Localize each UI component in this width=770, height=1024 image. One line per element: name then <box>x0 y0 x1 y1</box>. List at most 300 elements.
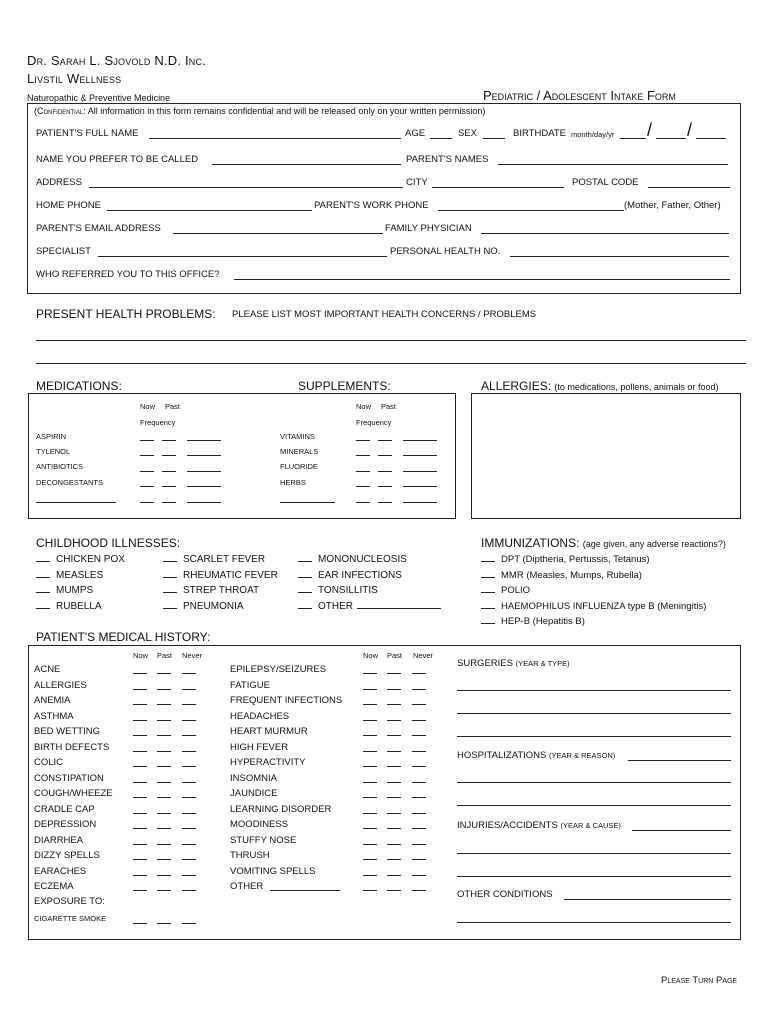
surgeries-heading: SURGERIES (YEAR & TYPE) <box>457 658 570 669</box>
condition-never-field[interactable] <box>182 797 196 798</box>
history-row <box>230 680 342 696</box>
supplement-item: FLUORIDE <box>280 462 318 471</box>
referred-field[interactable] <box>234 279 730 280</box>
medications-box <box>28 393 456 519</box>
history-row <box>34 680 113 696</box>
immunization-label: MMR (Measles, Mumps, Rubella) <box>501 569 642 581</box>
condition-never-field[interactable] <box>182 875 196 876</box>
condition-now-field[interactable] <box>363 828 377 829</box>
medication-other-field[interactable] <box>36 502 116 503</box>
condition-never-field[interactable] <box>182 813 196 814</box>
condition-now-field[interactable] <box>363 689 377 690</box>
health-no-field[interactable] <box>510 256 729 257</box>
med-past-field[interactable] <box>162 440 176 441</box>
illness-label: CHICKEN POX <box>56 554 125 565</box>
history-row <box>34 866 113 882</box>
condition-past-field[interactable] <box>157 673 171 674</box>
sup-past-field[interactable] <box>378 471 392 472</box>
surgeries-line[interactable] <box>457 690 731 691</box>
work-phone-label: PARENT'S WORK PHONE <box>314 200 429 211</box>
present-health-instruction: PLEASE LIST MOST IMPORTANT HEALTH CONCERNS / PROBLEMS <box>232 309 537 320</box>
condition-past-field[interactable] <box>387 689 401 690</box>
other-conditions-label: OTHER CONDITIONS <box>457 889 553 900</box>
med-now-header: Now <box>140 402 156 411</box>
illness-label: MEASLES <box>56 569 104 581</box>
condition-past-field[interactable] <box>157 720 171 721</box>
date-slash: / <box>647 120 653 140</box>
history-row <box>34 881 113 897</box>
preferred-name-label: NAME YOU PREFER TO BE CALLED <box>36 154 199 165</box>
sup-frequency-field[interactable] <box>403 455 437 456</box>
history-row <box>230 788 342 804</box>
condition-now-field[interactable] <box>133 720 147 721</box>
sup-past-field[interactable] <box>378 455 392 456</box>
history-row <box>34 711 113 727</box>
sup-past-field[interactable] <box>378 502 392 503</box>
immunization-check[interactable] <box>481 577 495 578</box>
condition-label: FREQUENT INFECTIONS <box>230 695 343 706</box>
birth-day-field[interactable] <box>656 138 686 139</box>
history-row <box>230 835 342 851</box>
condition-past-field[interactable] <box>157 751 171 752</box>
med-past-header: Past <box>165 402 181 411</box>
condition-label: DIARRHEA <box>34 834 84 846</box>
condition-past-field[interactable] <box>387 797 401 798</box>
history-row <box>230 757 342 773</box>
history-row <box>230 695 342 711</box>
history-now-header: Now <box>363 651 379 660</box>
hospitalizations-line[interactable] <box>457 782 731 783</box>
birthdate-label: BIRTHDATE <box>513 128 566 139</box>
hospitalizations-line[interactable] <box>457 805 731 806</box>
condition-past-field[interactable] <box>157 782 171 783</box>
condition-now-field[interactable] <box>363 859 377 860</box>
sup-now-field[interactable] <box>356 440 370 441</box>
medication-item: ANTIBIOTICS <box>36 462 84 471</box>
condition-now-field[interactable] <box>363 673 377 674</box>
turn-page-note: Please Turn Page <box>661 975 738 986</box>
illness-label: SCARLET FEVER <box>183 554 266 565</box>
injuries-heading: INJURIES/ACCIDENTS (YEAR & CAUSE) <box>457 820 621 831</box>
condition-now-field[interactable] <box>363 797 377 798</box>
med-now-field[interactable] <box>140 440 154 441</box>
history-row <box>230 773 342 789</box>
condition-past-field[interactable] <box>157 766 171 767</box>
allergies-heading: ALLERGIES: (to medications, pollens, animals or food) <box>481 379 719 393</box>
immunizations-heading: IMMUNIZATIONS: (age given, any adverse reactions?) <box>481 536 726 550</box>
injuries-field[interactable] <box>632 830 731 831</box>
preferred-name-field[interactable] <box>212 164 401 165</box>
condition-never-field[interactable] <box>412 813 426 814</box>
condition-other-field[interactable] <box>270 890 340 891</box>
other-conditions-field[interactable] <box>564 899 731 900</box>
hospitalizations-heading: HOSPITALIZATIONS (YEAR & REASON) <box>457 750 616 761</box>
date-slash: / <box>687 120 693 140</box>
history-col1 <box>34 664 113 897</box>
sup-past-field[interactable] <box>378 440 392 441</box>
condition-never-field[interactable] <box>412 689 426 690</box>
condition-label: EARACHES <box>34 865 87 877</box>
condition-never-field[interactable] <box>412 720 426 721</box>
childhood-col2 <box>163 554 278 616</box>
condition-never-field[interactable] <box>412 859 426 860</box>
condition-never-field[interactable] <box>412 828 426 829</box>
condition-never-field[interactable] <box>412 797 426 798</box>
sup-now-field[interactable] <box>356 486 370 487</box>
illness-check[interactable] <box>36 592 50 593</box>
patient-info-box <box>27 103 741 294</box>
med-past-field[interactable] <box>162 486 176 487</box>
condition-label: CRADLE CAP <box>34 803 95 815</box>
address-field[interactable] <box>89 187 403 188</box>
condition-past-field[interactable] <box>387 828 401 829</box>
illness-check[interactable] <box>298 577 312 578</box>
condition-never-field[interactable] <box>182 689 196 690</box>
condition-past-field[interactable] <box>157 859 171 860</box>
condition-never-field[interactable] <box>412 735 426 736</box>
sup-frequency-header: Frequency <box>356 418 392 427</box>
condition-past-field[interactable] <box>387 844 401 845</box>
condition-past-field[interactable] <box>157 813 171 814</box>
medications-title: MEDICATIONS: <box>36 379 122 393</box>
condition-label: HEART MURMUR <box>230 726 308 737</box>
supplement-other-field[interactable] <box>280 502 335 503</box>
condition-never-field[interactable] <box>412 766 426 767</box>
condition-label: COUGH/WHEEZE <box>34 788 113 799</box>
med-frequency-field[interactable] <box>187 455 221 456</box>
email-label: PARENT'S EMAIL ADDRESS <box>36 223 161 234</box>
family-physician-label: FAMILY PHYSICIAN <box>385 223 472 234</box>
condition-past-field[interactable] <box>157 704 171 705</box>
condition-label: HIGH FEVER <box>230 741 289 753</box>
condition-label: THRUSH <box>230 850 270 861</box>
condition-never-field[interactable] <box>182 673 196 674</box>
condition-now-field[interactable] <box>363 844 377 845</box>
age-field[interactable] <box>430 138 452 139</box>
med-now-field[interactable] <box>140 471 154 472</box>
condition-past-field[interactable] <box>157 735 171 736</box>
condition-past-field[interactable] <box>157 844 171 845</box>
condition-label: ANEMIA <box>34 695 71 706</box>
history-row <box>34 664 113 680</box>
illness-check[interactable] <box>163 608 177 609</box>
immunization-check[interactable] <box>481 608 495 609</box>
parents-names-field[interactable] <box>498 164 728 165</box>
sup-now-field[interactable] <box>356 502 370 503</box>
city-field[interactable] <box>432 187 564 188</box>
condition-now-field[interactable] <box>133 689 147 690</box>
present-health-title: PRESENT HEALTH PROBLEMS: <box>36 307 216 321</box>
condition-now-field[interactable] <box>133 751 147 752</box>
condition-never-field[interactable] <box>412 875 426 876</box>
condition-never-field[interactable] <box>182 704 196 705</box>
work-phone-hint: (Mother, Father, Other) <box>624 200 721 211</box>
birth-year-field[interactable] <box>696 138 726 139</box>
illness-check[interactable] <box>36 608 50 609</box>
condition-never-field[interactable] <box>182 735 196 736</box>
sup-now-header: Now <box>356 402 372 411</box>
immunization-label: DPT (Diptheria, Pertussis, Tetanus) <box>501 554 650 565</box>
condition-never-field[interactable] <box>412 751 426 752</box>
condition-never-field[interactable] <box>412 890 426 891</box>
history-box <box>28 645 741 940</box>
sup-past-header: Past <box>381 402 397 411</box>
supplement-item: HERBS <box>280 478 306 487</box>
clinic-subtitle: Naturopathic & Preventive Medicine <box>27 93 171 103</box>
condition-past-field[interactable] <box>387 890 401 891</box>
city-label: CITY <box>406 177 428 188</box>
condition-now-field[interactable] <box>133 735 147 736</box>
medication-item: ASPIRIN <box>36 432 67 441</box>
history-col2 <box>230 664 342 897</box>
condition-now-field[interactable] <box>363 735 377 736</box>
immunization-check[interactable] <box>481 561 495 562</box>
history-row <box>230 881 342 897</box>
smoke-now-field[interactable] <box>133 923 147 924</box>
work-phone-field[interactable] <box>438 210 624 211</box>
sup-frequency-field[interactable] <box>403 502 437 503</box>
condition-now-field[interactable] <box>363 766 377 767</box>
condition-now-field[interactable] <box>363 782 377 783</box>
injuries-line[interactable] <box>457 876 731 877</box>
history-row <box>34 850 113 866</box>
illness-label: RHEUMATIC FEVER <box>183 569 278 581</box>
history-row <box>230 850 342 866</box>
med-frequency-field[interactable] <box>187 486 221 487</box>
surgeries-line[interactable] <box>457 736 731 737</box>
supplements-title: SUPPLEMENTS: <box>298 379 391 393</box>
cigarette-smoke-label: CIGARETTE SMOKE <box>34 914 107 923</box>
med-now-field[interactable] <box>140 455 154 456</box>
med-frequency-field[interactable] <box>187 502 221 503</box>
immunization-check[interactable] <box>481 623 495 624</box>
history-row <box>34 804 113 820</box>
referred-label: WHO REFERRED YOU TO THIS OFFICE? <box>36 269 220 280</box>
specialist-label: SPECIALIST <box>36 246 91 257</box>
supplement-item: MINERALS <box>280 447 319 456</box>
history-title: PATIENT'S MEDICAL HISTORY: <box>36 630 211 644</box>
condition-now-field[interactable] <box>133 766 147 767</box>
condition-past-field[interactable] <box>387 782 401 783</box>
illness-label: STREP THROAT <box>183 585 260 596</box>
condition-never-field[interactable] <box>412 704 426 705</box>
condition-label: DIZZY SPELLS <box>34 850 100 861</box>
sup-now-field[interactable] <box>356 455 370 456</box>
condition-past-field[interactable] <box>387 813 401 814</box>
allergies-box[interactable] <box>471 393 741 519</box>
condition-label: HYPERACTIVITY <box>230 757 306 768</box>
illness-other-field[interactable] <box>357 608 441 609</box>
condition-now-field[interactable] <box>363 704 377 705</box>
doctor-name: Dr. Sarah L. Sjovold N.D. Inc. <box>27 53 206 68</box>
age-label: AGE <box>405 128 426 139</box>
condition-past-field[interactable] <box>387 751 401 752</box>
condition-past-field[interactable] <box>157 797 171 798</box>
condition-now-field[interactable] <box>133 797 147 798</box>
illness-check[interactable] <box>298 608 312 609</box>
history-never-header: Never <box>182 651 203 660</box>
med-frequency-field[interactable] <box>187 440 221 441</box>
condition-now-field[interactable] <box>363 813 377 814</box>
condition-never-field[interactable] <box>182 766 196 767</box>
condition-now-field[interactable] <box>363 875 377 876</box>
history-row <box>230 819 342 835</box>
condition-past-field[interactable] <box>157 890 171 891</box>
sup-frequency-field[interactable] <box>403 486 437 487</box>
condition-never-field[interactable] <box>182 751 196 752</box>
smoke-past-field[interactable] <box>157 923 171 924</box>
condition-label: BED WETTING <box>34 726 100 737</box>
condition-now-field[interactable] <box>133 704 147 705</box>
illness-label: PNEUMONIA <box>183 600 244 612</box>
history-row <box>34 788 113 804</box>
condition-past-field[interactable] <box>157 828 171 829</box>
history-past-header: Past <box>387 651 403 660</box>
condition-now-field[interactable] <box>133 828 147 829</box>
history-row <box>34 695 113 711</box>
condition-label: ASTHMA <box>34 710 74 722</box>
immunization-label: HAEMOPHILUS INFLUENZA type B (Meningitis) <box>501 600 707 612</box>
condition-past-field[interactable] <box>387 766 401 767</box>
immunization-check[interactable] <box>481 592 495 593</box>
illness-check[interactable] <box>36 577 50 578</box>
history-row <box>34 757 113 773</box>
condition-now-field[interactable] <box>133 875 147 876</box>
medication-item: TYLENOL <box>36 447 71 456</box>
specialist-field[interactable] <box>98 256 387 257</box>
email-field[interactable] <box>173 233 383 234</box>
illness-label: RUBELLA <box>56 600 102 612</box>
childhood-title: CHILDHOOD ILLNESSES: <box>36 536 181 550</box>
med-now-field[interactable] <box>140 502 154 503</box>
med-frequency-field[interactable] <box>187 471 221 472</box>
full-name-field[interactable] <box>149 138 401 139</box>
sup-past-field[interactable] <box>378 486 392 487</box>
med-past-field[interactable] <box>162 502 176 503</box>
confidential-note: (Confidential: All information in this form remains confidential and will be released only on your written permission) <box>34 106 486 116</box>
condition-never-field[interactable] <box>412 673 426 674</box>
sup-frequency-field[interactable] <box>403 440 437 441</box>
childhood-col1 <box>36 554 125 616</box>
illness-label: MONONUCLEOSIS <box>318 554 407 565</box>
condition-never-field[interactable] <box>412 844 426 845</box>
illness-check[interactable] <box>298 561 312 562</box>
history-row <box>230 711 342 727</box>
condition-never-field[interactable] <box>182 844 196 845</box>
history-past-header: Past <box>157 651 173 660</box>
illness-label: OTHER <box>318 600 353 612</box>
condition-label: ECZEMA <box>34 881 74 892</box>
history-row <box>230 866 342 882</box>
condition-now-field[interactable] <box>133 844 147 845</box>
immunizations-list <box>481 554 706 632</box>
condition-past-field[interactable] <box>387 859 401 860</box>
family-physician-field[interactable] <box>481 233 729 234</box>
condition-label: BIRTH DEFECTS <box>34 741 110 753</box>
condition-now-field[interactable] <box>363 751 377 752</box>
illness-check[interactable] <box>298 592 312 593</box>
hospitalizations-field[interactable] <box>628 760 731 761</box>
sup-frequency-field[interactable] <box>403 471 437 472</box>
condition-never-field[interactable] <box>182 720 196 721</box>
health-problems-line-2[interactable] <box>36 363 746 364</box>
condition-past-field[interactable] <box>157 689 171 690</box>
birth-month-field[interactable] <box>620 138 646 139</box>
health-problems-line-1[interactable] <box>36 340 746 341</box>
sex-field[interactable] <box>483 138 505 139</box>
postal-code-field[interactable] <box>648 187 730 188</box>
condition-past-field[interactable] <box>387 704 401 705</box>
condition-past-field[interactable] <box>387 875 401 876</box>
condition-past-field[interactable] <box>387 720 401 721</box>
childhood-col3 <box>298 554 441 616</box>
condition-never-field[interactable] <box>182 859 196 860</box>
illness-check[interactable] <box>163 561 177 562</box>
illness-check[interactable] <box>163 577 177 578</box>
illness-label: TONSILLITIS <box>318 585 378 596</box>
immunization-label: HEP-B (Hepatitis B) <box>501 616 585 627</box>
condition-label: OTHER <box>230 881 264 892</box>
home-phone-field[interactable] <box>107 210 312 211</box>
illness-check[interactable] <box>163 592 177 593</box>
medication-item: DECONGESTANTS <box>36 478 103 487</box>
condition-now-field[interactable] <box>133 859 147 860</box>
history-now-header: Now <box>133 651 149 660</box>
exposure-label: EXPOSURE TO: <box>34 896 105 907</box>
med-past-field[interactable] <box>162 455 176 456</box>
condition-never-field[interactable] <box>182 828 196 829</box>
condition-label: HEADACHES <box>230 710 290 722</box>
condition-past-field[interactable] <box>387 735 401 736</box>
condition-label: EPILEPSY/SEIZURES <box>230 664 327 675</box>
med-past-field[interactable] <box>162 471 176 472</box>
condition-label: JAUNDICE <box>230 788 278 799</box>
birthdate-hint: month/day/yr <box>571 130 615 139</box>
condition-label: MOODINESS <box>230 819 289 830</box>
condition-now-field[interactable] <box>133 782 147 783</box>
condition-label: CONSTIPATION <box>34 772 104 784</box>
surgeries-line[interactable] <box>457 713 731 714</box>
history-row <box>230 664 342 680</box>
illness-label: EAR INFECTIONS <box>318 569 402 581</box>
immunization-label: POLIO <box>501 585 531 596</box>
address-label: ADDRESS <box>36 177 82 188</box>
condition-never-field[interactable] <box>412 782 426 783</box>
condition-label: ACNE <box>34 664 61 675</box>
parents-names-label: PARENT'S NAMES <box>406 154 489 165</box>
condition-now-field[interactable] <box>133 890 147 891</box>
condition-now-field[interactable] <box>133 673 147 674</box>
illness-check[interactable] <box>36 561 50 562</box>
condition-never-field[interactable] <box>182 890 196 891</box>
condition-past-field[interactable] <box>387 673 401 674</box>
other-conditions-line[interactable] <box>457 922 731 923</box>
injuries-line[interactable] <box>457 853 731 854</box>
sup-now-field[interactable] <box>356 471 370 472</box>
condition-now-field[interactable] <box>363 720 377 721</box>
condition-now-field[interactable] <box>133 813 147 814</box>
condition-past-field[interactable] <box>157 875 171 876</box>
med-now-field[interactable] <box>140 486 154 487</box>
condition-now-field[interactable] <box>363 890 377 891</box>
smoke-never-field[interactable] <box>182 923 196 924</box>
home-phone-label: HOME PHONE <box>36 200 101 211</box>
condition-label: FATIGUE <box>230 679 270 691</box>
condition-never-field[interactable] <box>182 782 196 783</box>
history-row <box>34 726 113 742</box>
sex-label: SEX <box>458 128 478 139</box>
history-row <box>34 773 113 789</box>
